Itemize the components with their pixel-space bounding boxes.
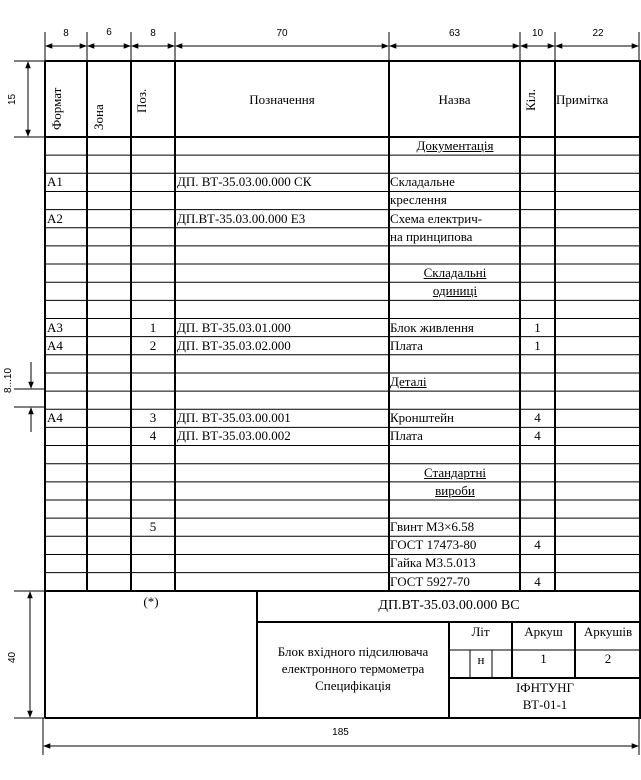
organization: ІФНТУНГ	[515, 680, 575, 695]
row-16-pos: 3	[149, 410, 157, 426]
dim-note: 22	[592, 28, 604, 39]
row-23-qty: 4	[534, 537, 541, 553]
group-code: ВТ-01-1	[522, 697, 568, 712]
header-zone: Зона	[91, 104, 106, 130]
header-qty: Кіл.	[523, 88, 538, 111]
row-12-pos: 2	[149, 337, 157, 353]
row-19-name: Стандартні	[423, 464, 487, 480]
row-11-format: А3	[47, 319, 63, 335]
row-3-designation: ДП. ВТ-35.03.00.000 СК	[177, 174, 312, 190]
dim-title-height: 40	[7, 651, 18, 663]
title-block-mark: (*)	[143, 594, 159, 609]
row-20-name: вироби	[435, 482, 475, 498]
dim-qty: 10	[531, 28, 544, 39]
header-designation: Позначення	[249, 92, 315, 107]
dim-format: 8	[63, 28, 69, 39]
row-16-qty: 4	[534, 410, 541, 426]
row-22-pos: 5	[149, 519, 157, 535]
row-23-name: ГОСТ 17473-80	[390, 537, 477, 553]
row-5-format: А2	[47, 210, 63, 226]
row-17-name: Плата	[390, 428, 423, 444]
document-code: ДП.ВТ-35.03.00.000 ВС	[378, 598, 520, 613]
lit-value: н	[477, 652, 485, 667]
dim-row-spacing: 8...10	[3, 367, 14, 393]
header-name: Назва	[438, 92, 471, 107]
header-format: Формат	[49, 87, 64, 130]
row-5-designation: ДП.ВТ-35.03.00.000 Е3	[177, 210, 306, 226]
row-11-qty: 1	[534, 319, 541, 335]
row-16-name: Кронштейн	[390, 410, 455, 426]
title-line-3: Специфікація	[315, 678, 391, 693]
row-11-designation: ДП. ВТ-35.03.01.000	[177, 319, 291, 335]
dim-zone: 6	[106, 27, 112, 38]
row-12-format: А4	[47, 337, 63, 353]
sheet-value: 1	[540, 651, 547, 666]
title-line-1: Блок вхідного підсилювача	[277, 644, 429, 659]
sheets-value: 2	[604, 651, 612, 666]
row-1-name: Документація	[416, 138, 494, 153]
row-3-format: А1	[47, 174, 63, 190]
row-11-name: Блок живлення	[390, 319, 474, 335]
dim-pos: 8	[150, 28, 156, 39]
dim-designation: 70	[276, 28, 288, 39]
sheet-label: Аркуш	[524, 624, 563, 639]
header-note: Примітка	[556, 92, 609, 107]
row-4-name: креслення	[390, 192, 447, 208]
row-9-name: одиниці	[432, 283, 478, 299]
row-12-qty: 1	[534, 337, 541, 353]
row-12-designation: ДП. ВТ-35.03.02.000	[177, 337, 291, 353]
row-24-name: Гайка М3.5.013	[390, 555, 476, 571]
row-16-designation: ДП. ВТ-35.03.00.001	[177, 410, 291, 426]
lit-label: Літ	[471, 624, 490, 639]
dim-name: 63	[448, 28, 461, 39]
row-17-qty: 4	[534, 428, 541, 444]
sheets-label: Аркушів	[583, 624, 633, 639]
row-25-qty: 4	[534, 573, 541, 589]
row-25-name: ГОСТ 5927-70	[390, 573, 470, 589]
header-pos: Поз.	[134, 88, 149, 113]
row-3-name: Складальне	[390, 174, 455, 190]
row-16-format: А4	[47, 410, 63, 426]
row-12-name: Плата	[390, 337, 423, 353]
dim-total-width: 185	[332, 727, 349, 738]
row-5-name: Схема електрич-	[390, 210, 483, 226]
dim-header-height: 15	[7, 93, 18, 105]
row-8-name: Складальні	[423, 265, 487, 281]
row-6-name: на принципова	[390, 228, 473, 244]
row-17-designation: ДП. ВТ-35.03.00.002	[177, 428, 291, 444]
row-11-pos: 1	[149, 319, 157, 335]
row-14-name: Деталі	[390, 373, 427, 389]
title-line-2: електронного термометра	[281, 661, 425, 676]
row-22-name: Гвинт М3×6.58	[390, 519, 475, 535]
row-17-pos: 4	[149, 428, 157, 444]
